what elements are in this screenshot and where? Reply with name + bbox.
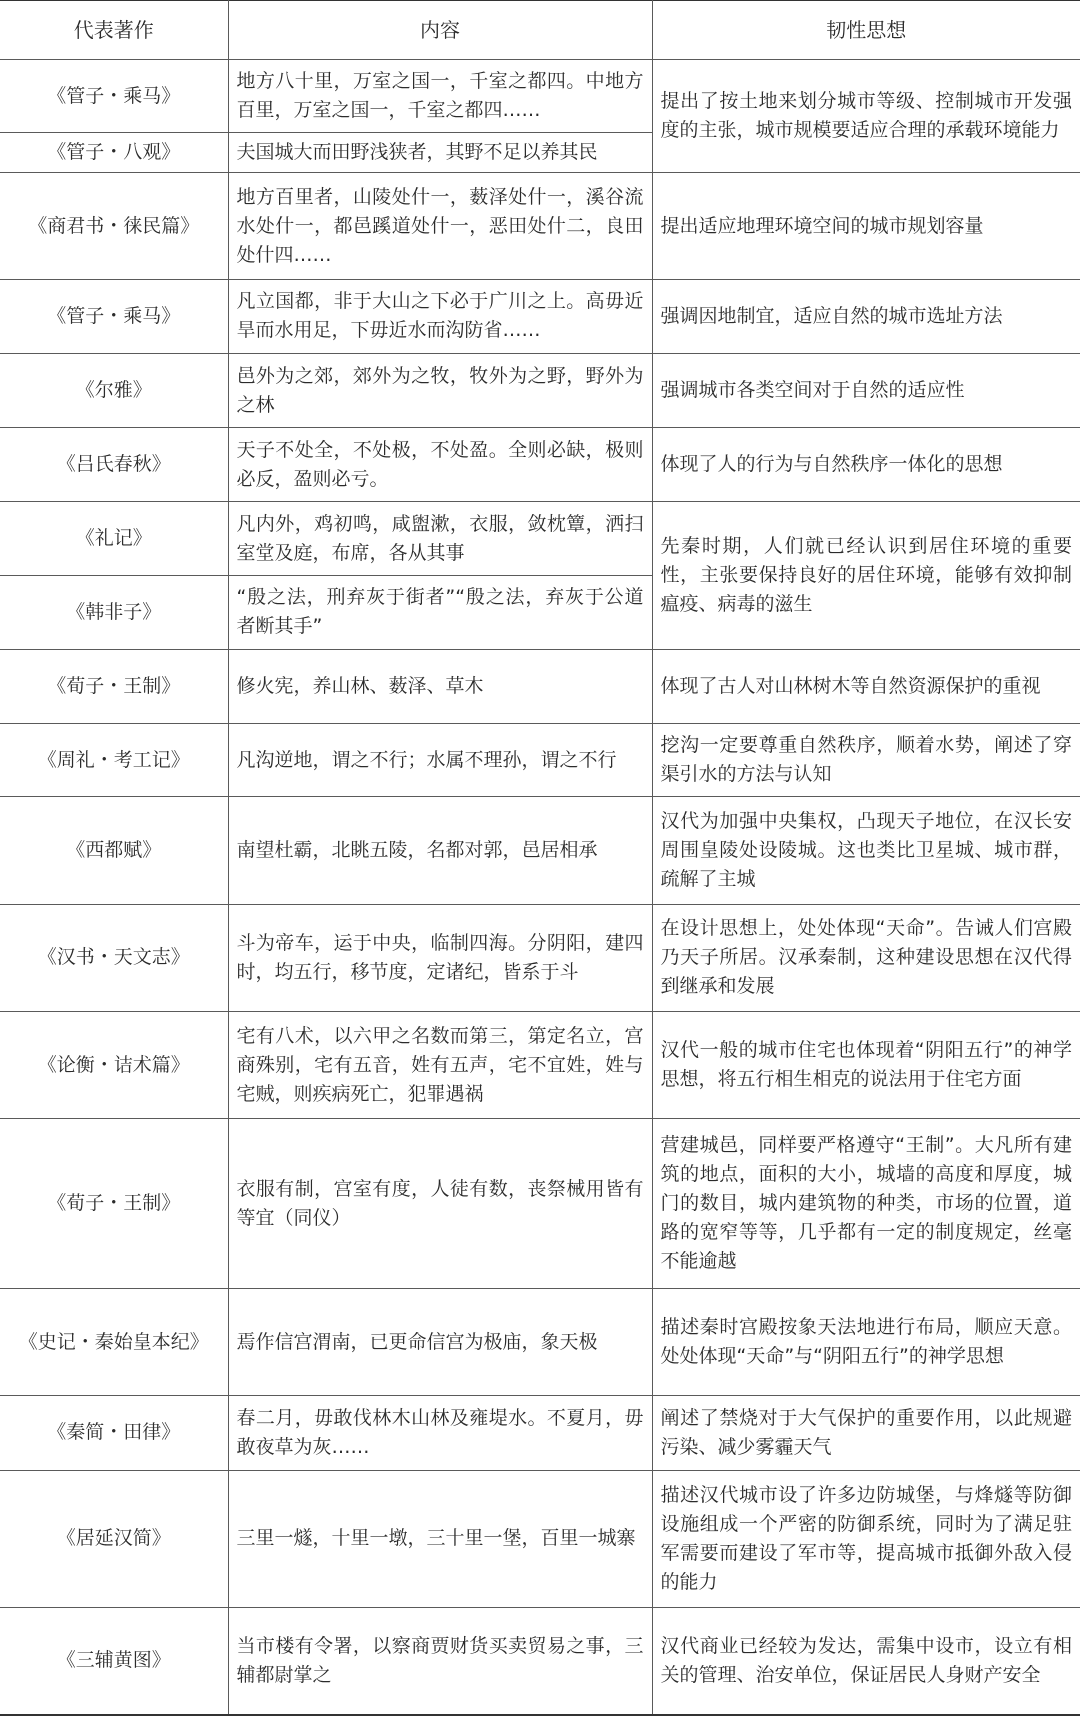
idea-cell: 强调因地制宜，适应自然的城市选址方法 <box>652 279 1080 353</box>
work-cell: 《三辅黄图》 <box>0 1607 228 1715</box>
content-cell: 凡沟逆地，谓之不行；水属不理孙，谓之不行 <box>228 724 652 797</box>
content-cell: 焉作信宫渭南，已更命信宫为极庙，象天极 <box>228 1288 652 1395</box>
content-cell: 凡立国都，非于大山之下必于广川之上。高毋近旱而水用足，下毋近水而沟防省…… <box>228 279 652 353</box>
table-row <box>0 1012 1080 1119</box>
content-cell: 三里一燧，十里一墩，三十里一堡，百里一城寨 <box>228 1470 652 1607</box>
content-cell: 衣服有制，宫室有度，人徒有数，丧祭械用皆有等宜（同仪） <box>228 1119 652 1289</box>
idea-cell: 提出适应地理环境空间的城市规划容量 <box>652 173 1080 279</box>
content-cell: 天子不处全，不处极，不处盈。全则必缺，极则必反，盈则必亏。 <box>228 428 652 502</box>
idea-cell: 强调城市各类空间对于自然的适应性 <box>652 353 1080 427</box>
table-row <box>0 1119 1080 1289</box>
content-cell: 春二月，毋敢伐林木山林及雍堤水。不夏月，毋敢夜草为灰…… <box>228 1396 652 1470</box>
table-row <box>0 1288 1080 1395</box>
idea-cell: 先秦时期，人们就已经认识到居住环境的重要性，主张要保持良好的居住环境，能够有效抑制瘟疫、病毒的滋生 <box>652 502 1080 649</box>
work-cell: 《周礼・考工记》 <box>0 724 228 797</box>
work-cell: 《管子・八观》 <box>0 133 228 173</box>
work-cell: 《荀子・王制》 <box>0 649 228 723</box>
work-cell: 《西都赋》 <box>0 797 228 904</box>
header-row <box>0 1 1080 60</box>
work-cell: 《居延汉简》 <box>0 1470 228 1607</box>
idea-cell: 汉代一般的城市住宅也体现着“阴阳五行”的神学思想，将五行相生相克的说法用于住宅方面 <box>652 1012 1080 1119</box>
work-cell: 《礼记》 <box>0 502 228 575</box>
work-cell: 《秦简・田律》 <box>0 1396 228 1470</box>
content-cell: 邑外为之郊，郊外为之牧，牧外为之野，野外为之林 <box>228 353 652 427</box>
content-cell: 地方百里者，山陵处什一，薮泽处什一，溪谷流水处什一，都邑蹊道处什一，恶田处什二，良田处什四…… <box>228 173 652 279</box>
work-cell: 《管子・乘马》 <box>0 279 228 353</box>
work-cell: 《韩非子》 <box>0 575 228 649</box>
content-cell: 当市楼有令署，以察商贾财货买卖贸易之事，三辅都尉掌之 <box>228 1607 652 1715</box>
idea-cell: 描述汉代城市设了许多边防城堡，与烽燧等防御设施组成一个严密的防御系统，同时为了满足驻军需要而建设了军市等，提高城市抵御外敌入侵的能力 <box>652 1470 1080 1607</box>
work-cell: 《管子・乘马》 <box>0 60 228 133</box>
column-header-content: 内容 <box>228 1 652 60</box>
content-cell: 地方八十里，万室之国一，千室之都四。中地方百里，万室之国一，千室之都四…… <box>228 60 652 133</box>
table-row <box>0 1396 1080 1470</box>
table-row <box>0 353 1080 427</box>
table-row <box>0 724 1080 797</box>
content-cell: “殷之法，刑弃灰于街者”“殷之法，弃灰于公道者断其手” <box>228 575 652 649</box>
table-row <box>0 797 1080 904</box>
work-cell: 《商君书・徕民篇》 <box>0 173 228 279</box>
work-cell: 《论衡・诘术篇》 <box>0 1012 228 1119</box>
work-cell: 《荀子・王制》 <box>0 1119 228 1289</box>
table-row <box>0 279 1080 353</box>
table-row <box>0 904 1080 1011</box>
content-cell: 修火宪，养山林、薮泽、草木 <box>228 649 652 723</box>
table-row <box>0 649 1080 723</box>
content-cell: 夫国城大而田野浅狭者，其野不足以养其民 <box>228 133 652 173</box>
idea-cell: 挖沟一定要尊重自然秩序，顺着水势，阐述了穿渠引水的方法与认知 <box>652 724 1080 797</box>
table-row <box>0 173 1080 279</box>
content-cell: 宅有八术，以六甲之名数而第三，第定名立，宫商殊别，宅有五音，姓有五声，宅不宜姓，姓与宅贼，则疾病死亡，犯罪遇祸 <box>228 1012 652 1119</box>
work-cell: 《尔雅》 <box>0 353 228 427</box>
idea-cell: 汉代为加强中央集权，凸现天子地位，在汉长安周围皇陵处设陵城。这也类比卫星城、城市群，疏解了主城 <box>652 797 1080 904</box>
idea-cell: 描述秦时宫殿按象天法地进行布局，顺应天意。处处体现“天命”与“阴阳五行”的神学思想 <box>652 1288 1080 1395</box>
table-row <box>0 502 1080 575</box>
column-header-work: 代表著作 <box>0 1 228 60</box>
work-cell: 《吕氏春秋》 <box>0 428 228 502</box>
work-cell: 《史记・秦始皇本纪》 <box>0 1288 228 1395</box>
idea-cell: 汉代商业已经较为发达，需集中设市，设立有相关的管理、治安单位，保证居民人身财产安全 <box>652 1607 1080 1715</box>
idea-cell: 阐述了禁烧对于大气保护的重要作用，以此规避污染、减少雾霾天气 <box>652 1396 1080 1470</box>
table-row <box>0 1607 1080 1715</box>
content-cell: 斗为帝车，运于中央，临制四海。分阴阳，建四时，均五行，移节度，定诸纪，皆系于斗 <box>228 904 652 1011</box>
content-cell: 凡内外，鸡初鸣，咸盥漱，衣服，敛枕簟，洒扫室堂及庭，布席，各从其事 <box>228 502 652 575</box>
table-row <box>0 60 1080 133</box>
idea-cell: 提出了按土地来划分城市等级、控制城市开发强度的主张，城市规模要适应合理的承载环境能力 <box>652 60 1080 173</box>
work-cell: 《汉书・天文志》 <box>0 904 228 1011</box>
table-row <box>0 1470 1080 1607</box>
column-header-idea: 韧性思想 <box>652 1 1080 60</box>
idea-cell: 在设计思想上，处处体现“天命”。告诫人们宫殿乃天子所居。汉承秦制，这种建设思想在汉代得到继承和发展 <box>652 904 1080 1011</box>
idea-cell: 营建城邑，同样要严格遵守“王制”。大凡所有建筑的地点，面积的大小，城墙的高度和厚度，城门的数目，城内建筑物的种类，市场的位置，道路的宽窄等等，几乎都有一定的制度规定，丝毫不能逾越 <box>652 1119 1080 1289</box>
idea-cell: 体现了人的行为与自然秩序一体化的思想 <box>652 428 1080 502</box>
idea-cell: 体现了古人对山林树木等自然资源保护的重视 <box>652 649 1080 723</box>
table-row <box>0 428 1080 502</box>
content-cell: 南望杜霸，北眺五陵，名都对郭，邑居相承 <box>228 797 652 904</box>
